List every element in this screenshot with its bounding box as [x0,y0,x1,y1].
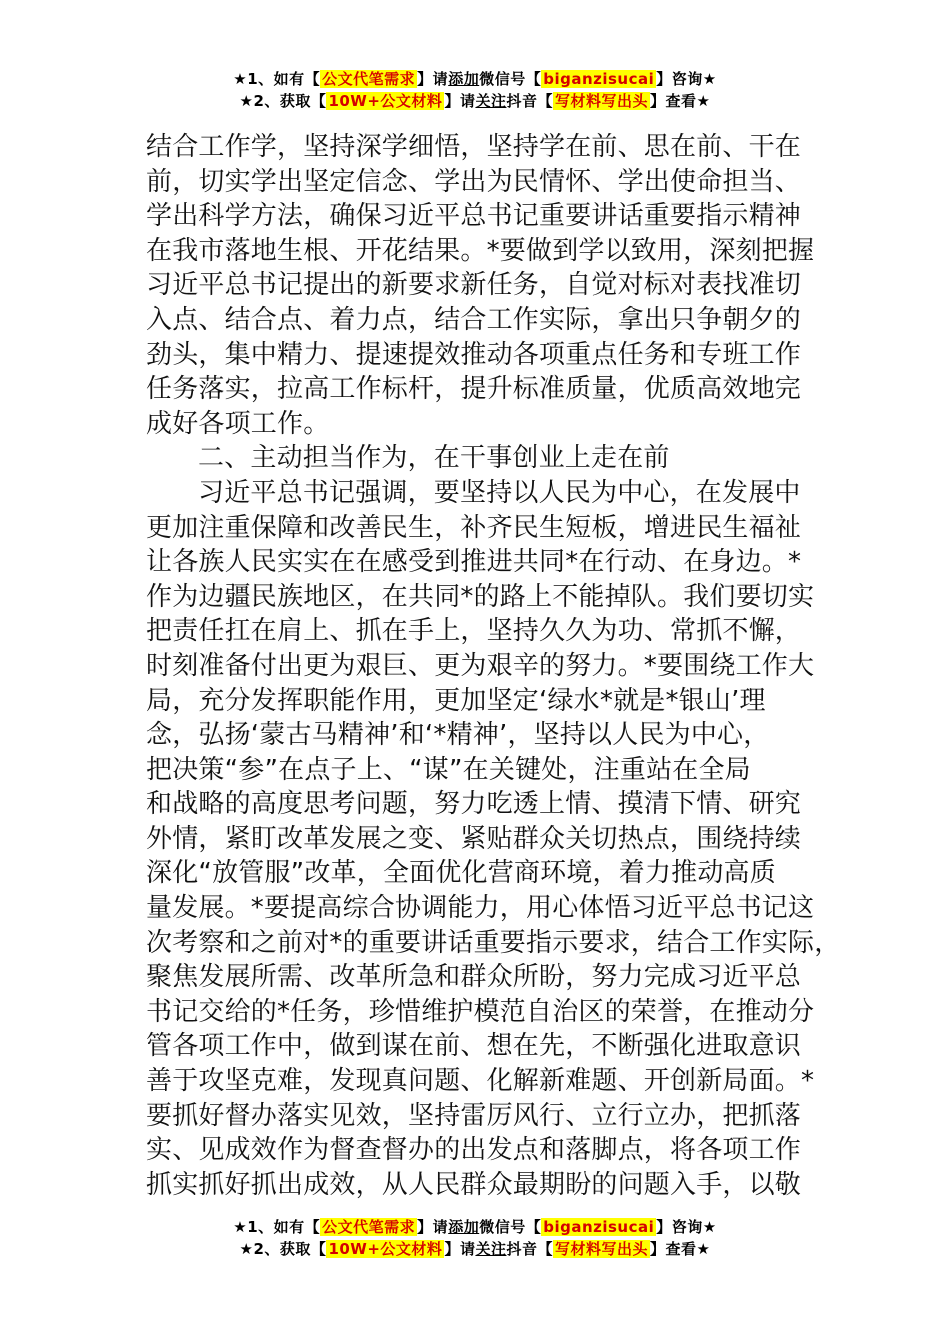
banner-line-1: ★1、如有【 公文代笔需求 】请添加微信号【 biganzisucai 】咨询★ [233,70,717,88]
text-line: 抓实抓好抓出成效，从人民群众最期盼的问题入手，以敬 [146,1169,802,1200]
text-line: 次考察和之前对*的重要讲话重要指示要求，结合工作实际， [146,927,841,958]
highlight-materials: 10W+公文材料 [328,1240,443,1258]
text-line: 成好各项工作。 [146,408,330,439]
text-line: 管各项工作中，做到谋在前、想在先，不断强化进取意识 [146,1031,802,1062]
text-line: 把决策“参”在点子上、“谋”在关键处，注重站在全局 [146,754,751,785]
header-ad-banner [0,68,950,112]
text-line: 更加注重保障和改善民生，补齐民生短板，增进民生福祉 [146,512,802,543]
text-line: 作为边疆民族地区，在共同*的路上不能掉队。我们要切实 [146,581,815,612]
paragraph-first-line: 习近平总书记强调，要坚持以人民为中心，在发展中 [198,477,801,508]
text-line: 量发展。*要提高综合协调能力，用心体悟习近平总书记这 [146,893,815,924]
text-line: 结合工作学，坚持深学细悟，坚持学在前、思在前、干在 [146,132,802,162]
text-line: 入点、结合点、着力点，结合工作实际，拿出只争朝夕的 [146,304,802,335]
footer-ad-banner [0,1216,950,1260]
highlight-wechat-id: biganzisucai [543,1218,655,1236]
text-line: 念，弘扬‘蒙古马精神’和‘*精神’，坚持以人民为中心， [146,720,770,751]
text-line: 习近平总书记提出的新要求新任务，自觉对标对表找准切 [146,270,802,301]
text-line: 劲头，集中精力、提速提效推动各项重点任务和专班工作 [146,339,802,370]
section-heading: 二、主动担当作为，在干事创业上走在前 [198,443,670,474]
highlight-materials: 10W+公文材料 [328,92,443,110]
text-line: 要抓好督办落实见效，坚持雷厉风行、立行立办，把抓落 [146,1100,802,1131]
text-line: 把责任扛在肩上、抓在手上，坚持久久为功、常抓不懈， [146,616,802,647]
text-line: 深化“放管服”改革，全面优化营商环境，着力推动高质 [146,858,776,889]
banner-line-1: ★1、如有【 公文代笔需求 】请添加微信号【 biganzisucai 】咨询★ [233,1218,717,1236]
highlight-douyin-account: 写材料写出头 [554,92,648,110]
text-line: 任务落实，拉高工作标杆，提升标准质量，优质高效地完 [146,374,802,405]
text-line: 时刻准备付出更为艰巨、更为艰辛的努力。*要围绕工作大 [146,650,815,681]
text-line: 实、见成效作为督查督办的出发点和落脚点，将各项工作 [146,1135,802,1166]
text-line: 聚焦发展所需、改革所急和群众所盼，努力完成习近平总 [146,962,802,993]
text-line: 和战略的高度思考问题，努力吃透上情、摸清下情、研究 [146,789,802,820]
text-line: 外情，紧盯改革发展之变、紧贴群众关切热点，围绕持续 [146,823,802,854]
banner-line-2: ★2、获取【 10W+公文材料 】请关注抖音【 写材料写出头 】查看★ [239,1240,711,1258]
highlight-service: 公文代笔需求 [322,70,416,88]
text-line: 在我市落地生根、开花结果。*要做到学以致用，深刻把握 [146,235,815,266]
highlight-wechat-id: biganzisucai [543,70,655,88]
banner-line-2: ★2、获取【 10W+公文材料 】请关注抖音【 写材料写出头 】查看★ [239,92,711,110]
highlight-douyin-account: 写材料写出头 [554,1240,648,1258]
highlight-service: 公文代笔需求 [322,1218,416,1236]
text-line: 善于攻坚克难，发现真问题、化解新难题、开创新局面。* [146,1066,815,1097]
text-line: 让各族人民实实在在感受到推进共同*在行动、在身边。* [146,547,802,578]
text-line: 书记交给的*任务，珍惜维护模范自治区的荣誉，在推动分 [146,996,815,1027]
text-line: 前，切实学出坚定信念、学出为民情怀、学出使命担当、 [146,166,802,197]
document-body [146,130,841,1202]
text-line: 局，充分发挥职能作用，更加坚定‘绿水*就是*银山’理 [146,685,766,716]
text-line: 学出科学方法，确保习近平总书记重要讲话重要指示精神 [146,201,802,232]
